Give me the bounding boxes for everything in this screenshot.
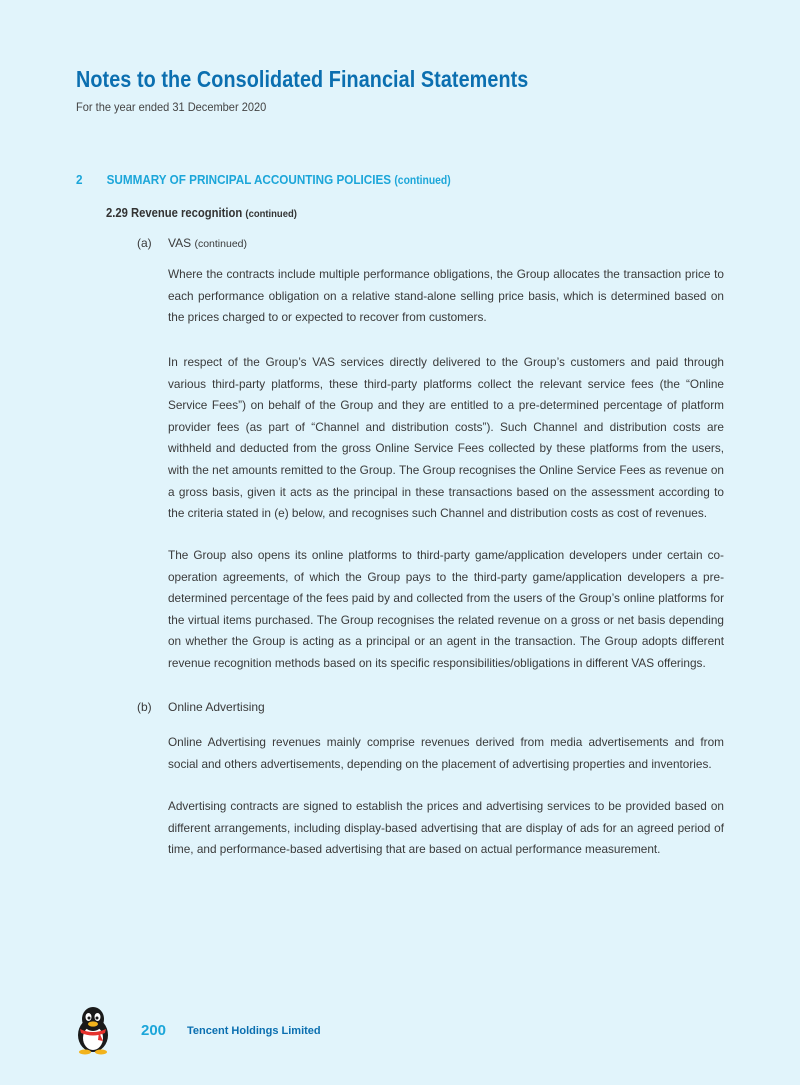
subsection-heading xyxy=(106,206,297,220)
paragraph: Where the contracts include multiple performance obligations, the Group allocates the transaction price to each performance obligation on a relative stand-alone selling price basis, which is determined based on the prices charged to or expected to recover from customers. xyxy=(168,267,724,325)
section-continued: (continued) xyxy=(394,175,451,187)
paragraph: In respect of the Group’s VAS services directly delivered to the Group’s customers and paid through various third-party platforms, these third-party platforms collect the relevant service fees (the “Online Service Fees”) on behalf of the Group and they are entitled to a pre-determined percentage of platform provider fees (as part of “Channel and distribution costs”). Such Channel and distribution costs are withheld and deducted from the gross Online Service Fees collected by these platforms from the users, with the net amounts remitted to the Group. The Group recognises the Online Service Fees as revenue on a gross basis, given it acts as the principal in these transactions based on the assessment according to the criteria stated in (e) below, and recognises such Channel and distribution costs as cost of revenues. xyxy=(168,355,724,521)
item-a-continued: (continued) xyxy=(194,238,247,250)
company-name: Tencent Holdings Limited xyxy=(187,1025,321,1037)
section-title: SUMMARY OF PRINCIPAL ACCOUNTING POLICIES xyxy=(106,172,392,187)
penguin-mascot-icon xyxy=(72,1005,114,1055)
item-b-heading xyxy=(137,700,265,714)
paragraph: The Group also opens its online platforms to third-party game/application developers under certain co-operation agreements, of which the Group pays to the third-party game/application developers a pre-determined percentage of the fees paid by and collected from the users of the Group’s online platforms for the virtual items purchased. The Group recognises the related revenue on a gross or net basis depending on whether the Group is acting as a principal or an agent in the transaction. The Group adopts different revenue recognition methods based on its specific responsibilities/obligations in different VAS offerings. xyxy=(168,548,724,670)
item-a-label: VAS xyxy=(168,236,192,250)
subsection-title: 2.29 Revenue recognition xyxy=(106,206,243,220)
page-title: Notes to the Consolidated Financial Statements xyxy=(76,66,529,92)
item-a-marker: (a) xyxy=(137,236,152,250)
paragraph: Online Advertising revenues mainly comprise revenues derived from media advertisements and from social and others advertisements, depending on the placement of advertising properties and inventories. xyxy=(168,735,724,771)
item-b-marker: (b) xyxy=(137,700,152,714)
subsection-continued: (continued) xyxy=(245,208,297,220)
page-subtitle: For the year ended 31 December 2020 xyxy=(76,100,267,114)
paragraph: Advertising contracts are signed to establish the prices and advertising services to be provided based on different arrangements, including display-based advertising that are display of ads for an agreed period of time, and performance-based advertising that are based on actual performance measurement. xyxy=(168,799,724,857)
page-number: 200 xyxy=(141,1022,167,1039)
section-number: 2 xyxy=(76,172,83,187)
section-heading xyxy=(76,172,451,187)
item-b-label: Online Advertising xyxy=(168,700,265,714)
item-a-heading xyxy=(137,236,247,250)
